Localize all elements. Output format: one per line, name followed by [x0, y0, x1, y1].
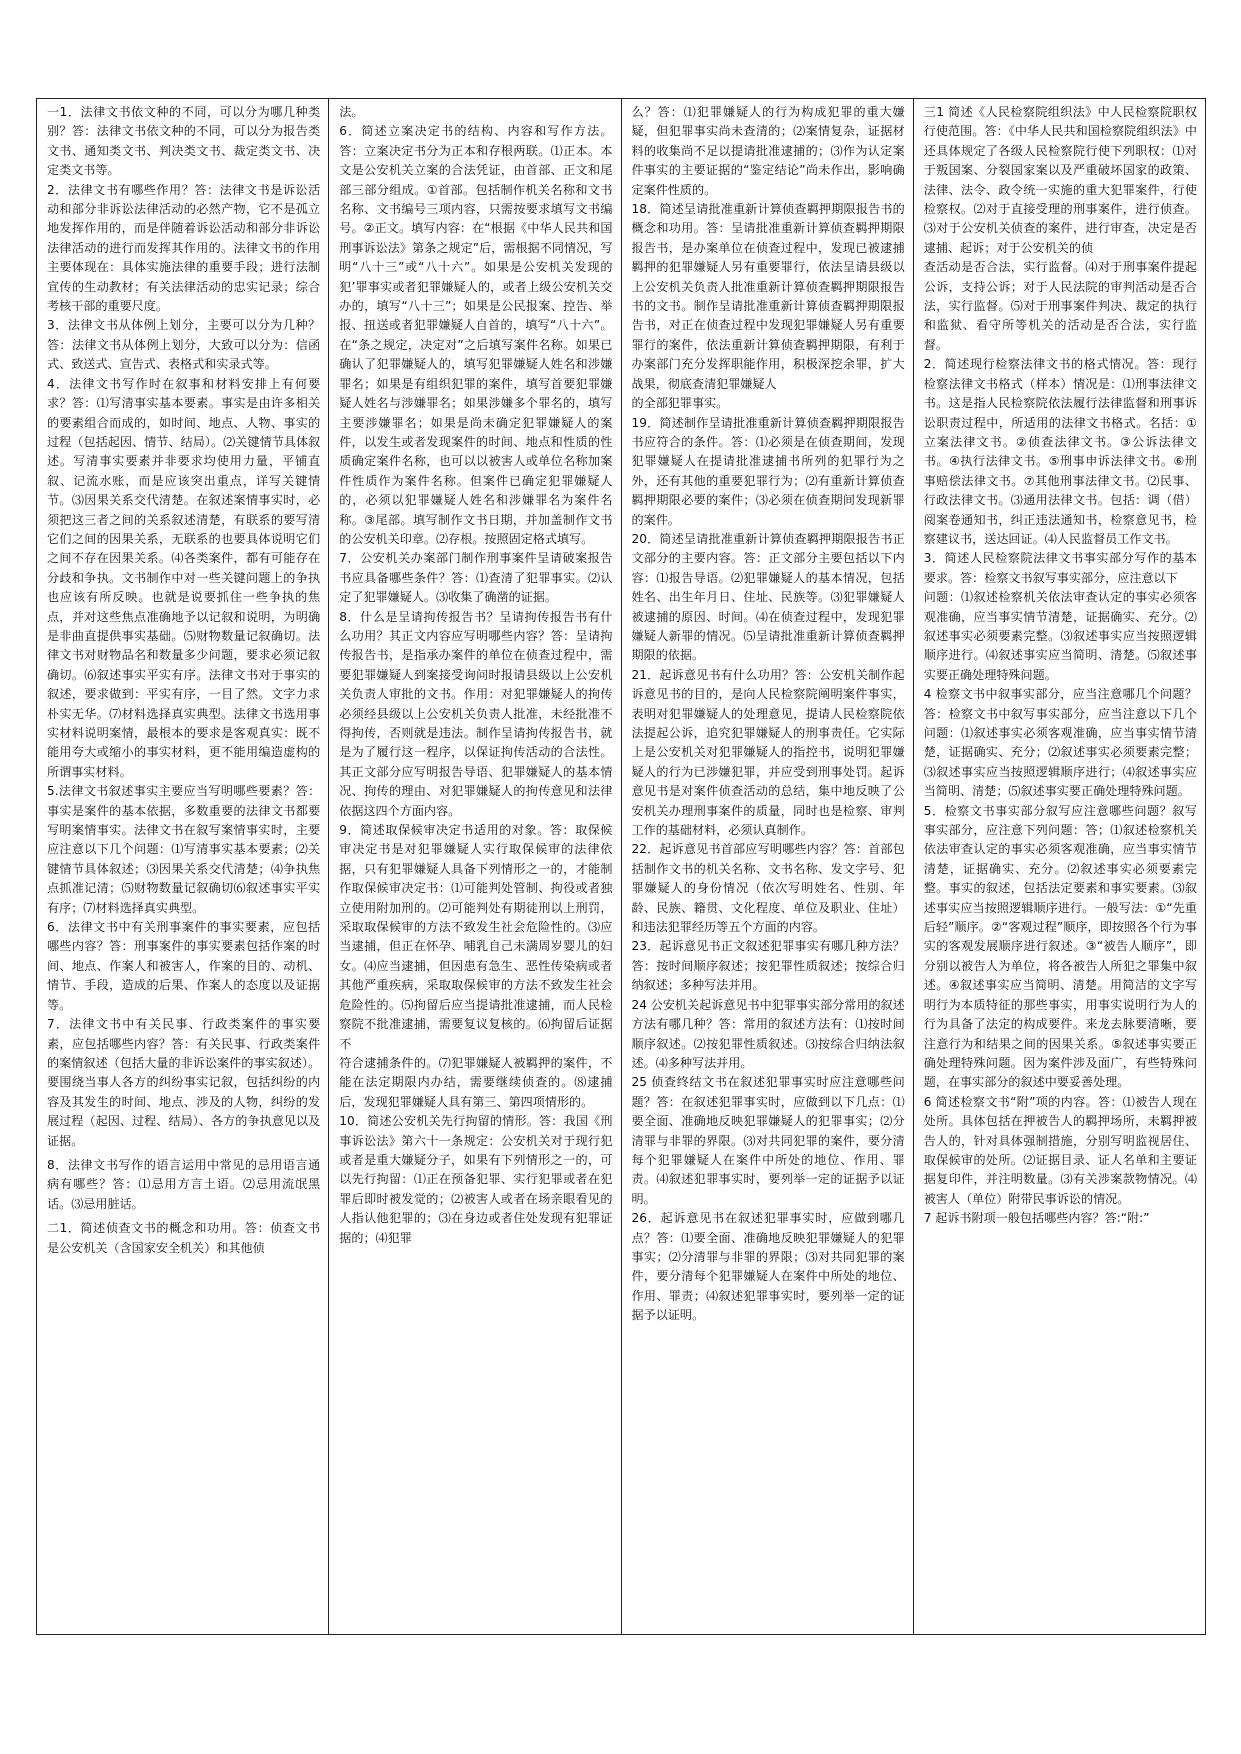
- paragraph: 21．起诉意见书有什么功用？答：公安机关制作起诉意见书的目的，是向人民检察院阐明案件事实，表明对犯罪嫌疑人的处理意见，提请人民检察院依法提起公诉，追究犯罪嫌疑人的刑事责任。它实际上是公安机关对犯罪嫌疑人的指控书，说明犯罪嫌疑人的行为已涉嫌犯罪，并应受到刑事处罚。起诉意见书是对案件侦查活动的总结，集中地反映了公安机关办理刑事案件的质量，同时也是检察、审判工作的基础材料，必须认真制作。: [631, 667, 905, 838]
- paragraph: 6．法律文书中有关刑事案件的事实要素，应包括哪些内容？答：刑事案件的事实要素包括作案的时间、地点、作案人和被害人，作案的目的、动机、情节、手段，造成的后果、作案人的态度以及证据等。: [47, 920, 321, 1012]
- paragraph: 5.法律文书叙述事实主要应当写明哪些要素？答：事实是案件的基本依据，多数重要的法律文书都要写明案情事实。法律文书在叙写案情事实时，主要应注意以下几个问题：⑴写清事实基本要素；⑵关键情节具体叙述；⑶因果关系交代清楚；⑷争执焦点抓准记清；⑸财物数量记叙确切⑹叙述事实平实有序；⑺材料选择真实典型。: [47, 784, 321, 915]
- paragraph: 3．法律文书从体例上划分，主要可以分为几种？答：法律文书从体例上划分，大致可以分为：信函式、致送式、宣告式、表格式和实录式等。: [47, 318, 321, 372]
- paragraph: 6．简述立案决定书的结构、内容和写作方法。答：立案决定书分为正本和存根两联。⑴正本。本文是公安机关立案的合法凭证，由首部、正文和尾部三部分组成。①首部。包括制作机关名称和文书名称、文书编号三项内容，只需按要求填写文书编号。②正文。填写内容：在“根据《中华人民共和国刑事诉讼法》第条之规定”后，需根据不同情况，写明“八十三”或“八十六”。如果是公安机关发现的犯’罪事实或者犯罪嫌疑人的，或者上级公安机关交办的，填写“八十三”；如果是公民报案、控告、举报、扭送或者犯罪嫌疑人自首的，填写“八十六”。在“条之规定，决定对”之后填写案件名称。如果已确认了犯罪嫌疑人的，填写犯罪嫌疑人姓名和涉嫌罪名；如果是有组织犯罪的案件，填写首要犯罪嫌疑人姓名与涉嫌罪名；如果涉嫌多个罪名的，填写主要涉嫌罪名；如果是尚未确定犯罪嫌疑人的案件，以发生或者发现案件的时间、地点和性质的性质确定案件名称，也可以以被害人或单位名称加案件性质作为案件名称。但案件已确定犯罪嫌疑人的，必须以犯罪嫌疑人姓名和涉嫌罪名为案件名称。③尾部。填写制作文书日期，并加盖制作文书的公安机关印章。⑵存根。按照固定格式填写。: [339, 124, 613, 546]
- paragraph: 的全部犯罪事实。: [631, 396, 729, 411]
- paragraph: 法。: [339, 105, 364, 119]
- column-4: [913, 99, 1205, 1634]
- paragraph: 4 检察文书中叙事实部分，应当注意哪几个问题？答：检察文书中叙写事实部分，应当注意以下几个问题：⑴叙述事实必须客观准确，应当事实情节清楚，证据确实、充分；⑵叙述事实必须要素完整；⑶叙述事实应当按照逻辑顺序进行；⑷叙述事实应当简明、清楚；⑸叙述事实要正确处理特殊问题。: [923, 687, 1197, 799]
- paragraph: 22．起诉意见书首部应写明哪些内容？答：首部包括制作文书的机关名称、文书名称、发文字号、犯罪嫌疑人的身份情况（依次写明姓名、性别、年龄、民族、籍贯、文化程度、单位及职业、住址）和违法犯罪经历等五个方面的内容。: [631, 842, 905, 935]
- paragraph: 18．简述呈请批准重新计算侦查羁押期限报告书的概念和功用。答：呈请批准重新计算侦查羁押期限报告书，是办案单位在侦查过程中，发现已被逮捕羁押的犯罪嫌疑人另有重要罪行，依法呈请县级以上公安机关负责人批准重新计算侦查羁押期限报告书的文书。制作呈请批准重新计算侦查羁押期限报告书，对正在侦查过程中发现犯罪嫌疑人另有重要罪行的案件，依法重新计算侦查羁押期限，有利于办案部门充分发挥职能作用，积极深挖余罪，扩大战果，彻底查清犯罪嫌疑人: [631, 202, 905, 391]
- column-2: [328, 99, 620, 1634]
- paragraph: 问题：⑴叙述检察机关依法审查认定的事实必须客观准确，应当事实情节清楚，证据确实、充分。⑵叙述事实必须要素完整。⑶叙述事实应当按照逻辑顺序进行。⑷叙述事实应当简明、清楚。⑸叙述事实要正确处理特殊问题。: [923, 590, 1197, 682]
- exam-notes-table: [36, 98, 1206, 1635]
- paragraph: 8．法律文书写作的语言运用中常见的忌用语言通病有哪些？答：⑴忌用方言土语。⑵忌用流氓黑话。⑶忌用脏话。: [47, 1157, 321, 1211]
- paragraph: 9．简述取保候审决定书适用的对象。答：取保候审决定书是对犯罪嫌疑人实行取保候审的法律依据，只有犯罪嫌疑人具备下列情形之一的，才能制作取保候审决定书：⑴可能判处管制、拘役或者独立使用附加刑的。⑵可能判处有期徒刑以上刑罚，采取取保候审的方法不致发生社会危险性的。⑶应当逮捕，但正在怀孕、哺乳自己未满周岁婴儿的妇女。⑷应当逮捕，但因患有急生、恶性传染病或者其他严重疾病，采取取保候审的方法不致发生社会危险性的。⑸拘留后应当提请批准逮捕，而人民检察院不批准逮捕，需要复议复核的。⑹拘留后证据不: [339, 823, 613, 1051]
- paragraph: 5．检察文书事实部分叙写应注意哪些问题？叙写事实部分，应注意下列问题：答；⑴叙述检察机关依法审查认定的事实必须客观准确，应当事实情节清楚，证据确实、充分。⑵叙述事实必须要素完整。事实的叙述，包括法定要素和事实要素。⑶叙述事实应当按照逻辑顺序进行。一般写法：①“先重后轻”顺序。②“客观过程”顺序，即按照各个行为事实的客观发展顺序进行叙述。③“被告人顺序”，即分别以被告人为单位，将各被告人所犯之罪集中叙述。④叙述事实应当简明、清楚。用简洁的文字写明行为本质特征的那些事实，用事实说明行为人的行为具备了法定的构成要件。来龙去脉要清晰，要注意行为和结果之间的因果关系。⑤叙述事实要正确处理特殊问题。因为案件涉及面广，有些特殊问题，在事实部分的叙述中要妥善处理。: [923, 803, 1197, 1090]
- paragraph: 19．简述制作呈请批准重新计算侦查羁押期限报告书应符合的条件。答：⑴必须是在侦查期间，发现犯罪嫌疑人在提请批准逮捕书所列的犯罪行为之外，还有其他的重要犯罪行为；⑵有重新计算侦查羁押期限必要的案件；⑶必须在侦查期间发现新罪的案件。: [631, 415, 905, 527]
- paragraph: 7．公安机关办案部门制作刑事案件呈请破案报告书应具备哪些条件？答：⑴查清了犯罪事实。⑵认定了犯罪嫌疑人。⑶收集了确凿的证据。: [339, 551, 613, 605]
- paragraph: 4．法律文书写作时在叙事和材料安排上有何要求？答：⑴写清事实基本要素。事实是由许多相关的要素组合而成的，如时间、地点、人物、事实的过程（包括起因、情节、结局）。⑵关键情节具体叙述。写清事实要素并非要求均使用力量，平铺直叙、记流水账，而是应该突出重点，详写关键情节。⑶因果关系交代清楚。在叙述案情事实时，必须把这三者之间的关系叙述清楚，有联系的要写清它们之间的因果关系，无联系的也要具体说明它们之间不存在因果关系。⑷各类案件，都有可能存在分歧和争执。文书制作中对一些关键问题上的争执也应该有所反映。也就是说要抓住一些争执的焦点，并对这些焦点准确地予以记叙和说明，为明确是非曲直提供事实基础。⑸财物数量记叙确切。法律文书对财物品名和数量多少问题，要求必须记叙确切。⑹叙述事实平实有序。法律文书对于事实的叙述，要求做到：平实有序，一目了然。文字力求朴实无华。⑺材料选择真实典型。法律文书选用事实材料说明案情，最根本的要求是客观真实：既不能用夸大或缩小的事实材料，更不能用编造虚构的所谓事实材料。: [47, 376, 321, 779]
- paragraph: 8．什么是呈请拘传报告书？呈请拘传报告书有什么功用？其正文内容应写明哪些内容？答：呈请拘传报告书，是指承办案件的单位在侦查过程中，需要犯罪嫌疑人到案接受询问时报请县级以上公安机关负责人审批的文书。作用：对犯罪嫌疑人的拘传必须经县级以上公安机关负责人批准，未经批准不得拘传，否则就是违法。制作呈请拘传报告书，就是为了履行这一程序，以保证拘传活动的合法性。其正文部分应写明报告导语、犯罪嫌疑人的基本情况、拘传的理由、对犯罪嫌疑人的拘传意见和法律依据这四个方面内容。: [339, 609, 613, 818]
- paragraph: 二1．简述侦查文书的概念和功用。答：侦查文书是公安机关（含国家安全机关）和其他侦: [47, 1221, 321, 1255]
- paragraph: 24 公安机关起诉意见书中犯罪事实部分常用的叙述方法有哪几种？答：常用的叙述方法有：⑴按时间顺序叙述。⑵按犯罪性质叙述。⑶按综合归纳法叙述。⑷多种写法并用。: [631, 997, 905, 1070]
- column-1: [37, 99, 328, 1634]
- paragraph: 2．简述现行检察法律文书的格式情况。答：现行检察法律文书格式（样本）情况是：⑴刑事法律文书。这是指人民检察院依法履行法律监督和刑事诉讼职责过程中，所适用的法律文书格式。名括：①立案法律文书。②侦查法律文书。③公诉法律文书。④执行法律文书。⑤刑事申诉法律文书。⑥刑事赔偿法律文书。⑦其他刑事法律文书。⑵民事、行政法律文书。⑶通用法律文书。包括：调（借）阅案卷通知书，纠正违法通知书，检察意见书，检察建议书，送达回证。⑷人民监督员工作文书。: [923, 357, 1197, 546]
- paragraph: 20．简述呈请批准重新计算侦查羁押期限报告书正文部分的主要内容。答：正文部分主要包括以下内容：⑴报告导语。⑵犯罪嫌疑人的基本情况，包括姓名、出生年月日、住址、民族等。⑶犯罪嫌疑人被逮捕的原因、时间。⑷在侦查过程中，发现犯罪嫌疑人新罪的情况。⑸呈请批准重新计算侦查羁押期限的依据。: [631, 531, 905, 663]
- paragraph: 7．法律文书中有关民事、行政类案件的事实要素，应包括哪些内容？答：有关民事、行政类案件的案情叙述（包括大量的非诉讼案件的事实叙述）。要围绕当事人各方的纠纷事实记叙，包括纠纷的内容及其发生的时间、地点、涉及的人物，纠纷的发展过程（起因、过程、结局）、各方的争执意见以及证据。: [47, 1017, 321, 1148]
- paragraph: 么？答：⑴犯罪嫌疑人的行为构成犯罪的重大嫌疑，但犯罪事实尚未查清的；⑵案情复杂，证据材料的收集尚不足以提请批准逮捕的；⑶作为认定案件事实的主要证据的“鉴定结论”尚未作出，影响确定案件性质的。: [631, 105, 905, 197]
- paragraph: 查活动是否合法，实行监督。⑷对于刑事案件提起公诉，支持公诉；对于人民法院的审判活动是否合法，实行监督。⑸对于刑事案件判决、裁定的执行和监狱、看守所等机关的活动是否合法，实行监督。: [923, 260, 1197, 352]
- column-3: [621, 99, 913, 1634]
- paragraph: 25 侦查终结文书在叙述犯罪事实时应注意哪些问题？答：在叙述犯罪事实时，应做到以下几点：⑴要全面、准确地反映犯罪嫌疑人的犯罪事实；⑵分清罪与非罪的界限。⑶对共同犯罪的案件，要分清每个犯罪嫌疑人在案件中所处的地位、作用、罪责。⑷叙述犯罪事实时，要列举一定的证据予以证明。: [631, 1075, 905, 1206]
- paragraph: 2．法律文书有哪些作用？答：法律文书是诉讼活动和部分非诉讼法律活动的必然产物，它不是孤立地发挥作用的，而是伴随着诉讼活动和部分非诉讼法律活动的进行而发挥其作用的。法律文书的作用主要体现在：具体实施法律的重要手段；进行法制宣传的生动教材；有关法律活动的忠实记录；综合考核干部的重要尺度。: [47, 182, 321, 314]
- paragraph: 三1 简述《人民检察院组织法》中人民检察院职权行使范围。答：《中华人民共和国检察院组织法》中还具体规定了各级人民检察院行使下列职权：⑴对于叛国案、分裂国家案以及严重破坏国家的政策、法律、法令、政令统一实施的重大犯罪案件，行使检察权。⑵对于直接受理的刑事案件，进行侦查。⑶对于公安机关侦查的案件，进行审查，决定是否逮捕、起诉；对于公安机关的侦: [923, 105, 1197, 255]
- paragraph: 26．起诉意见书在叙述犯罪事实时，应做到哪几点？答：⑴要全面、准确地反映犯罪嫌疑人的犯罪事实；⑵分清罪与非罪的界限；⑶对共同犯罪的案件，要分清每个犯罪嫌疑人在案件中所处的地位、作用、罪责；⑷叙述犯罪事实时，要列举一定的证据予以证明。: [631, 1211, 905, 1323]
- paragraph: 10．简述公安机关先行拘留的情形。答：我国《刑事诉讼法》第六十一条规定：公安机关对于现行犯或者是重大嫌疑分子，如果有下列情形之一的，可以先行拘留：⑴正在预备犯罪、实行犯罪或者在犯罪后即时被发觉的；⑵被害人或者在场亲眼看见的人指认他犯罪的；⑶在身边或者住处发现有犯罪证据的；⑷犯罪: [339, 1114, 613, 1245]
- paragraph: 符合逮捕条件的。⑺犯罪嫌疑人被羁押的案件，不能在法定期限内办结，需要继续侦查的。⑻逮捕后，发现犯罪嫌疑人具有第三、第四项情形的。: [339, 1055, 613, 1109]
- paragraph: 3．简述人民检察院法律文书事实部分写作的基本要求。答：检察文书叙写事实部分，应注意以下: [923, 551, 1197, 585]
- paragraph: 23．起诉意见书正文叙述犯罪事实有哪几种方法？答：按时间顺序叙述；按犯罪性质叙述；按综合归纳叙述；多种写法并用。: [631, 939, 905, 993]
- paragraph: 一1．法律文书依文种的不同，可以分为哪几种类别？答：法律文书依文种的不同，可以分为报告类文书、通知类文书、判决类文书、裁定类文书、决定类文书等。: [47, 105, 321, 178]
- paragraph: 7 起诉书附项一般包括哪些内容？答:“附:”: [923, 1211, 1150, 1226]
- paragraph: 6 简述检察文书“附”项的内容。答：⑴被告人现在处所。具体包括在押被告人的羁押场所，未羁押被告人的，针对具体强制措施，分别写明监视居住、取保候审的处所。⑵证据目录、证人名单和主要证据复印件，并注明数量。⑶有关涉案款物情况。⑷被害人（单位）附带民事诉讼的情况。: [923, 1094, 1197, 1206]
